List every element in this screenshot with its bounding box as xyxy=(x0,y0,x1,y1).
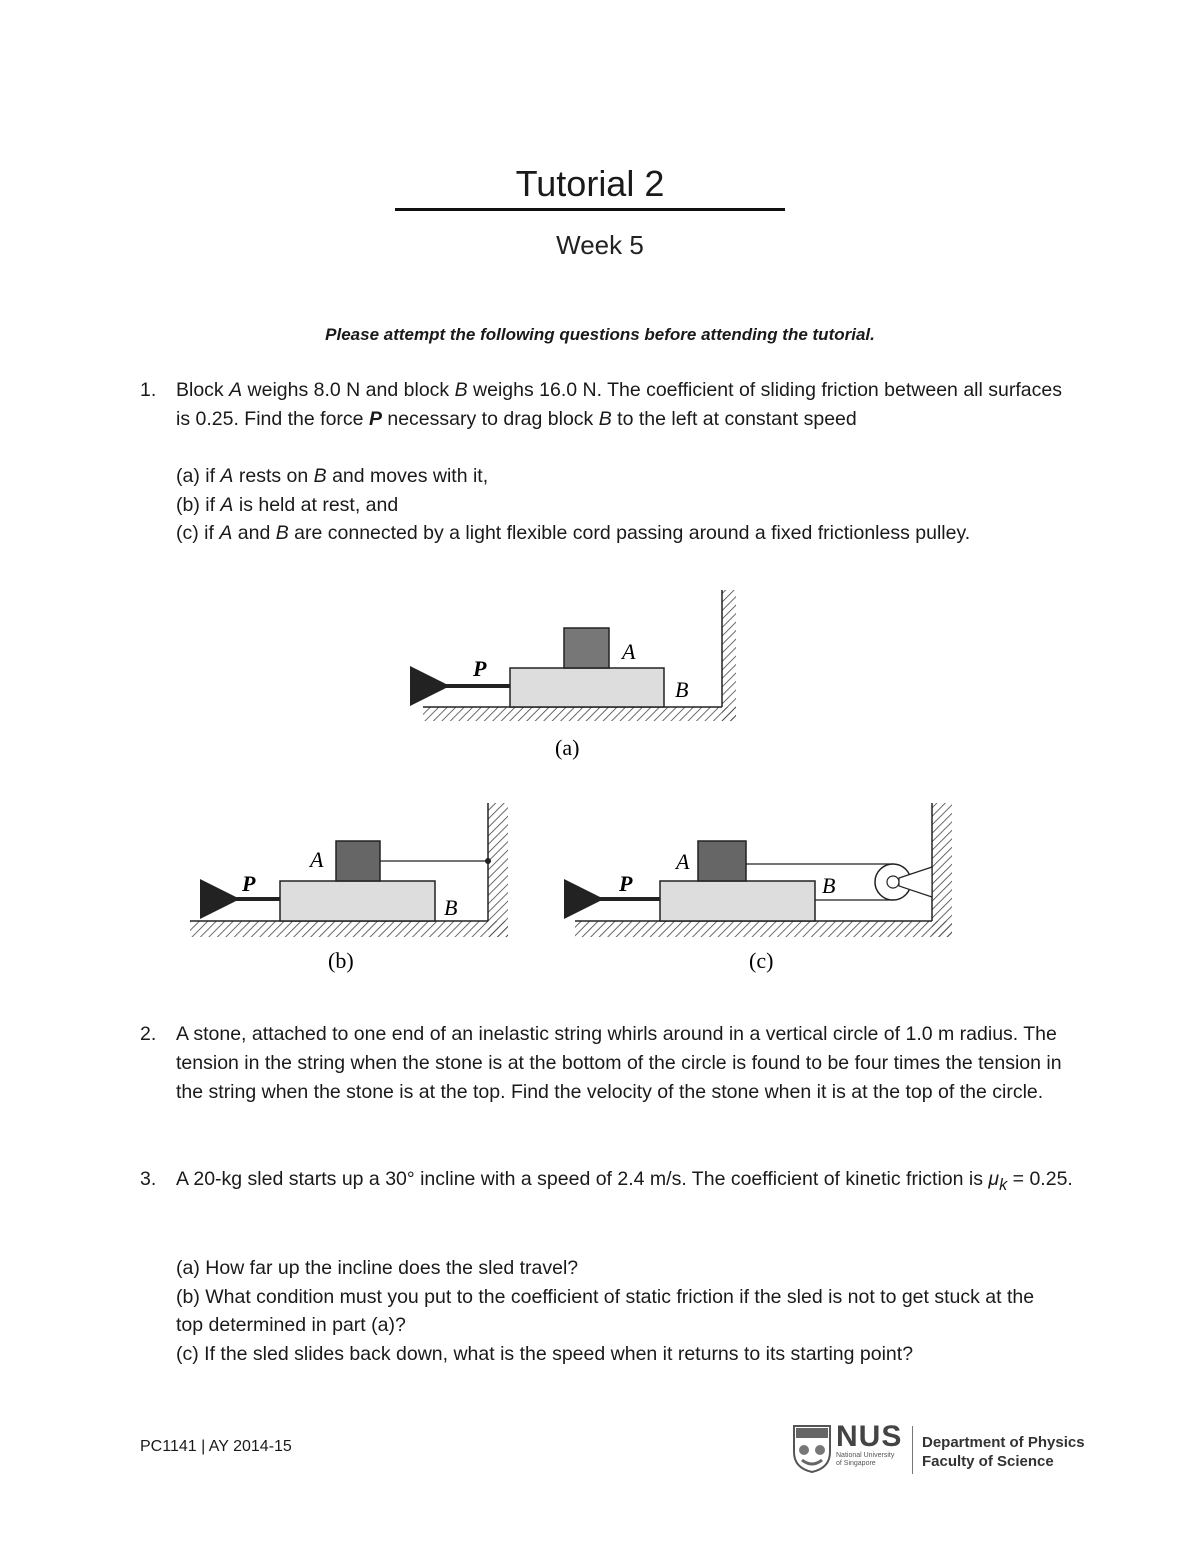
page-subtitle: Week 5 xyxy=(556,230,644,260)
question-1 xyxy=(140,376,1080,434)
part-a: (a) if A rests on B and moves with it, xyxy=(176,465,489,487)
part-c: (c) if A and B are connected by a light flexible cord passing around a fixed frictionless pulley. xyxy=(176,522,971,544)
part-b: (b) if A is held at rest, and xyxy=(176,493,399,516)
instruction-text: Please attempt the following questions before attending the tutorial. xyxy=(325,325,875,344)
diagram-c xyxy=(575,803,952,973)
question-number: 1. xyxy=(140,379,157,401)
part-c: (c) If the sled slides back down, what is the speed when it returns to its starting point? xyxy=(176,1342,914,1365)
block-a xyxy=(336,841,380,881)
question-text: A 20-kg sled starts up a 30° incline with a speed of 2.4 m/s. The coefficient of kinetic friction is $\mu_k = 0.25$. xyxy=(176,1168,1073,1194)
nus-crest-icon xyxy=(792,1424,832,1474)
question-number: 3. xyxy=(140,1168,157,1190)
question-3 xyxy=(140,1165,1080,1200)
course-footer: PC1141 | AY 2014-15 xyxy=(140,1438,292,1455)
question-2 xyxy=(140,1020,1080,1107)
question-text: A stone, attached to one end of an inelastic string whirls around in a vertical circle of 1.0 m radius. The tension in the string when the stone is at the bottom of the circle is found to be four times the tension in the string when the stone is at the top. Find the velocity of the stone when it is at the top of the circle. xyxy=(176,1023,1062,1103)
block-a xyxy=(698,841,746,881)
svg-text:(c): (c) xyxy=(749,948,774,973)
question-1-parts xyxy=(176,462,1076,548)
svg-text:A: A xyxy=(676,849,690,874)
page-title: Tutorial 2 xyxy=(395,162,785,211)
block-a xyxy=(564,628,609,668)
diagram-b xyxy=(190,803,508,973)
department-name: Department of Physics Faculty of Science xyxy=(922,1434,1085,1470)
question-text: Block A weighs 8.0 N and block B weighs 16.0 N. The coefficient of sliding friction between all surfaces is 0.25. Find the force P necessary to drag block B to the left at constant speed xyxy=(176,379,1062,430)
svg-text:P: P xyxy=(242,871,256,896)
svg-text:(a): (a) xyxy=(555,735,580,760)
block-b xyxy=(510,668,664,707)
nus-logo-subtext: National University of Singapore xyxy=(836,1452,895,1467)
part-b: (b) What condition must you put to the coefficient of static friction if the sled is not to get stuck at the top determined in part (a)? xyxy=(176,1285,1035,1336)
block-b xyxy=(660,881,815,921)
nus-logo-text: NUS xyxy=(836,1420,903,1453)
part-a: (a) How far up the incline does the sled travel? xyxy=(176,1257,579,1279)
question-3-parts xyxy=(176,1254,1056,1368)
logo-divider xyxy=(912,1426,913,1474)
svg-text:P: P xyxy=(619,871,633,896)
block-b xyxy=(280,881,435,921)
svg-text:(b): (b) xyxy=(328,948,354,973)
svg-text:B: B xyxy=(675,677,689,702)
svg-text:A: A xyxy=(310,847,324,872)
question-number: 2. xyxy=(140,1023,157,1045)
blocks-figure xyxy=(170,585,960,985)
svg-text:B: B xyxy=(822,873,836,898)
diagram-a xyxy=(423,590,736,760)
svg-text:B: B xyxy=(444,895,458,920)
svg-text:A: A xyxy=(622,639,636,664)
svg-text:P: P xyxy=(473,656,487,681)
